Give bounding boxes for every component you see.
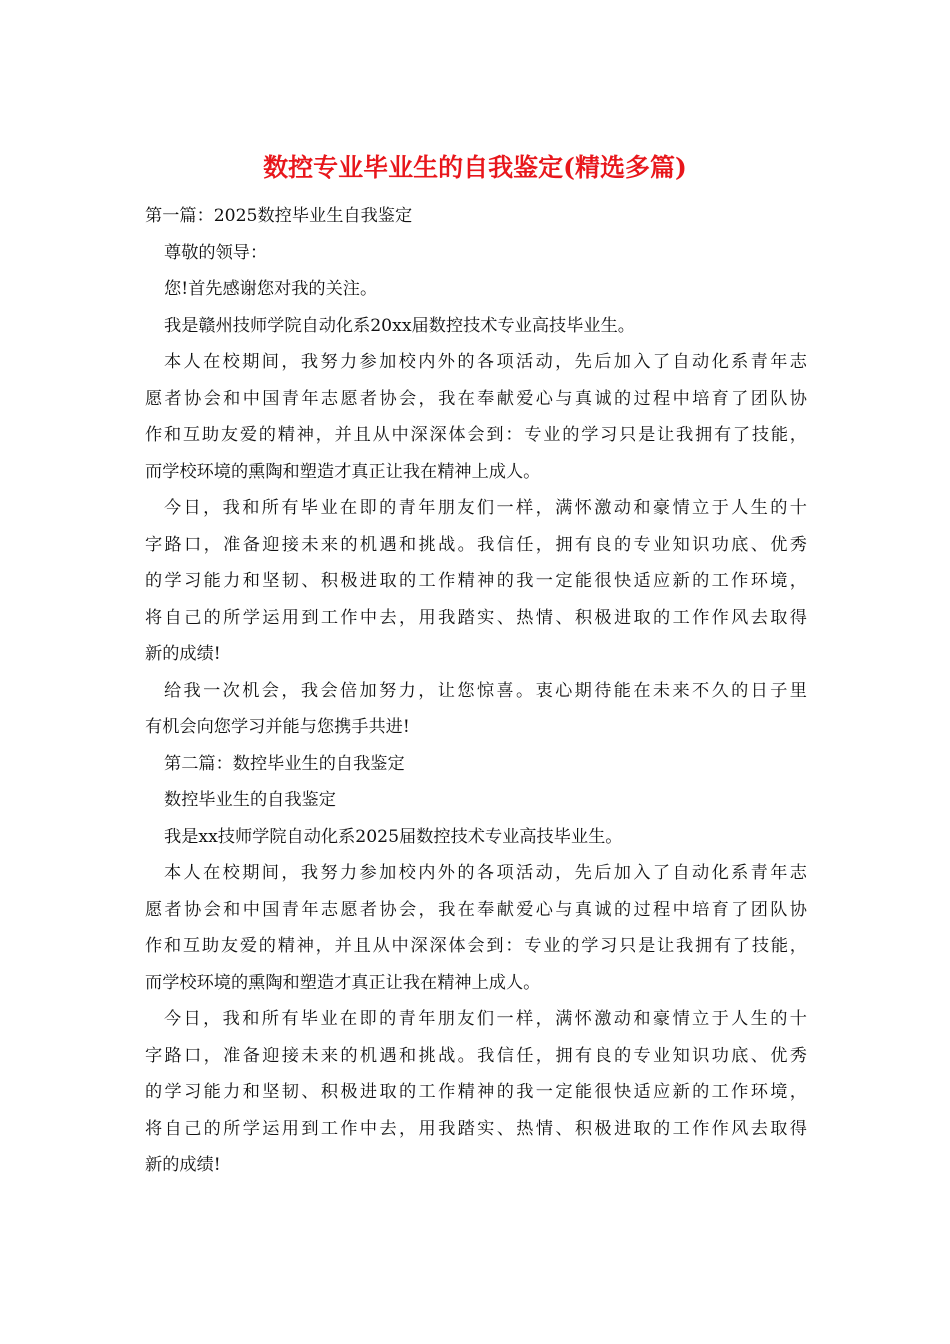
text-line: 作和互助友爱的精神，并且从中深深体会到：专业的学习只是让我拥有了技能， <box>145 425 807 445</box>
text-line: 的学习能力和坚韧、积极进取的工作精神的我一定能很快适应新的工作环境， <box>145 571 807 591</box>
text-line: 愿者协会和中国青年志愿者协会，我在奉献爱心与真诚的过程中培育了团队协 <box>145 899 807 920</box>
text-line: 而学校环境的熏陶和塑造才真正让我在精神上成人。 <box>145 461 541 482</box>
text-line: 将自己的所学运用到工作中去，用我踏实、热情、积极进取的工作作风去取得 <box>145 607 807 628</box>
text-line: 今日，我和所有毕业在即的青年朋友们一样，满怀激动和豪情立于人生的十 <box>164 1009 807 1029</box>
text-line: 字路口，准备迎接未来的机遇和挑战。我信任，拥有良的专业知识功底、优秀 <box>145 1045 807 1066</box>
text-line: 的学习能力和坚韧、积极进取的工作精神的我一定能很快适应新的工作环境， <box>145 1082 807 1102</box>
text-line: 作和互助友爱的精神，并且从中深深体会到：专业的学习只是让我拥有了技能， <box>145 936 807 956</box>
text-line: 新的成绩! <box>145 644 221 664</box>
text-line: 字路口，准备迎接未来的机遇和挑战。我信任，拥有良的专业知识功底、优秀 <box>145 534 807 555</box>
text-line: 尊敬的领导： <box>164 242 268 263</box>
text-line: 将自己的所学运用到工作中去，用我踏实、热情、积极进取的工作作风去取得 <box>145 1118 807 1139</box>
text-line: 我是赣州技师学院自动化系20xx届数控技术专业高技毕业生。 <box>164 315 635 336</box>
text-line: 我是xx技师学院自动化系2025届数控技术专业高技毕业生。 <box>164 826 623 847</box>
text-line: 而学校环境的熏陶和塑造才真正让我在精神上成人。 <box>145 972 541 993</box>
text-line: 今日，我和所有毕业在即的青年朋友们一样，满怀激动和豪情立于人生的十 <box>164 498 807 518</box>
text-line: 数控毕业生的自我鉴定 <box>164 790 336 810</box>
text-line: 本人在校期间，我努力参加校内外的各项活动，先后加入了自动化系青年志 <box>164 352 807 372</box>
document-body <box>145 198 807 1184</box>
document-title: 数控专业毕业生的自我鉴定(精选多篇) <box>263 153 687 182</box>
text-line: 有机会向您学习并能与您携手共进! <box>145 717 410 737</box>
text-line: 第一篇：2025数控毕业生自我鉴定 <box>145 206 413 226</box>
text-line: 新的成绩! <box>145 1155 221 1175</box>
text-line: 给我一次机会，我会倍加努力，让您惊喜。衷心期待能在未来不久的日子里 <box>164 680 807 701</box>
text-line: 第二篇：数控毕业生的自我鉴定 <box>164 753 405 774</box>
text-line: 您!首先感谢您对我的关注。 <box>164 279 378 299</box>
text-line: 本人在校期间，我努力参加校内外的各项活动，先后加入了自动化系青年志 <box>164 863 807 883</box>
text-line: 愿者协会和中国青年志愿者协会，我在奉献爱心与真诚的过程中培育了团队协 <box>145 388 807 409</box>
